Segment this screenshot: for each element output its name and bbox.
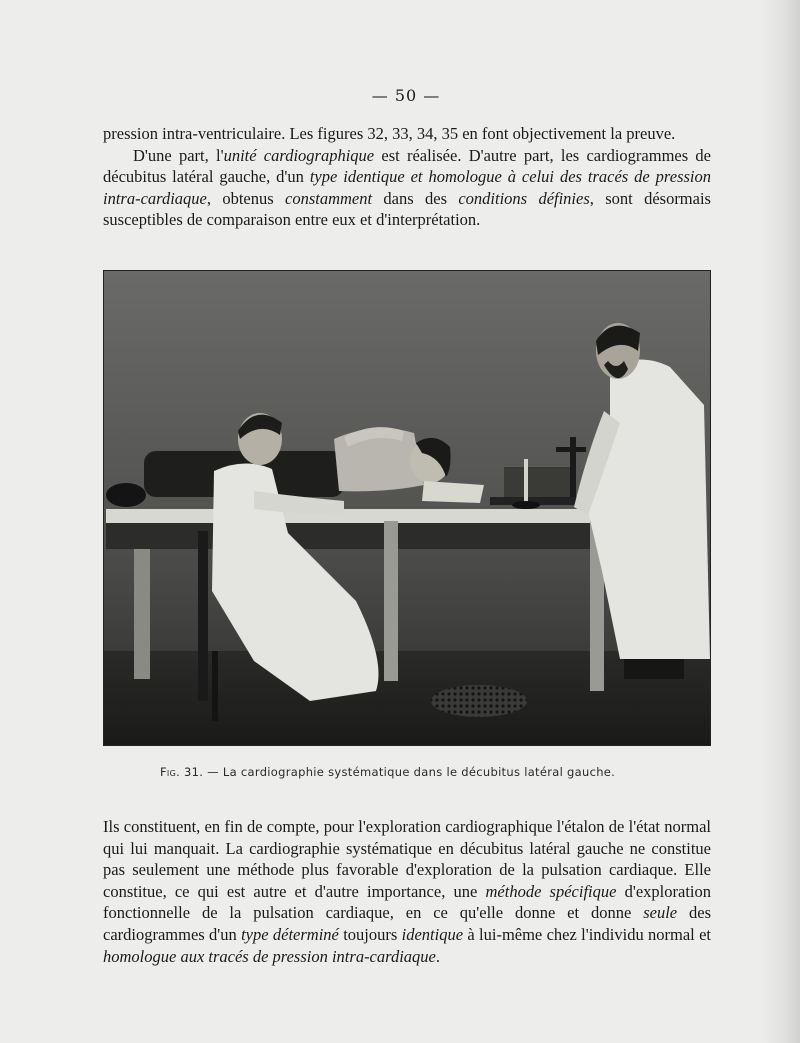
- paragraph-bottom-text-e: des cardiogrammes d'un: [103, 903, 711, 944]
- apparatus-arm: [556, 447, 586, 452]
- paragraph-bottom-italic-seule: seule: [643, 903, 678, 923]
- paragraph-bottom-text-g: toujours: [338, 924, 402, 944]
- page-number: — 50 —: [371, 86, 441, 105]
- apparatus-drum: [504, 467, 574, 497]
- figure-label: Fig. 31.: [160, 765, 204, 779]
- table-leg-mid: [384, 521, 398, 681]
- table-leg-left: [134, 549, 150, 679]
- figure-caption: [160, 765, 680, 779]
- floor-grate: [431, 685, 527, 717]
- paragraph-top-italic-unite: unité cardiographique: [223, 145, 375, 165]
- paragraph-bottom-italic-homologue: homologue aux tracés de pression intra-cardiaque: [103, 946, 436, 966]
- paragraph-bottom-italic-type: type déterminé: [241, 924, 339, 944]
- paragraph-bottom-text-c: d'exploration fonctionnelle de la pulsation cardiaque, en ce qu'elle donne et donne: [103, 881, 712, 923]
- photo-floor: [104, 651, 710, 745]
- paragraph-top-text-c: est réalisée. D'autre part, les cardiogrammes de décubitus latéral gauche, d'un: [103, 145, 711, 187]
- photo-illustration: [104, 271, 710, 745]
- paragraph-top: [103, 123, 711, 231]
- paragraph-top-text-g: dans des: [372, 188, 459, 208]
- figure-caption-text: — La cardiographie systématique dans le décubitus latéral gauche.: [203, 765, 616, 779]
- figure-photograph: [103, 270, 711, 746]
- paragraph-top-italic-constamment: constamment: [285, 188, 373, 208]
- paragraph-top-text-a: D'une part, l': [133, 145, 224, 165]
- apparatus-post: [524, 459, 528, 503]
- paragraph-bottom-text-k: .: [435, 946, 440, 966]
- paragraph-bottom-italic-methode: méthode spécifique: [485, 881, 617, 901]
- paragraph-top-italic-type: type identique et homologue à celui des tracés de pression intra-cardiaque: [103, 167, 711, 208]
- paragraph-bottom: [103, 816, 711, 967]
- subject-shoe: [106, 483, 146, 507]
- paragraph-bottom-text-i: à lui-même chez l'individu normal et: [463, 924, 711, 944]
- apparatus-stand: [570, 437, 576, 497]
- apparatus-foot: [512, 501, 540, 509]
- standing-physician-legs: [624, 659, 684, 679]
- page-edge-shadow: [760, 0, 800, 1043]
- paragraph-top-text-i: , sont désormais susceptibles de comparaison entre eux et d'interprétation.: [103, 188, 711, 230]
- chair-leg: [212, 651, 218, 721]
- table-apron: [106, 523, 606, 549]
- paragraph-bottom-text-a: Ils constituent, en fin de compte, pour l'exploration cardiographique l'étalon de l'état normal qui lui manquait. La cardiographie systématique en décubitus latéral gauche ne constitue pas seulement une méthode plus favorable d'exploration de la pulsation cardiaque. Elle constitue, ce qui est autre et d'autre importance, une: [103, 817, 711, 901]
- paragraph-top-sentence-1: pression intra-ventriculaire. Les figures 32, 33, 34, 35 en font objectivement la preuve.: [103, 124, 676, 143]
- paragraph-top-italic-conditions: conditions définies: [458, 188, 590, 208]
- chair-back: [198, 531, 208, 701]
- paragraph-bottom-italic-identique: identique: [401, 924, 464, 944]
- table-top: [106, 509, 606, 523]
- paragraph-top-text-e: , obtenus: [206, 188, 286, 208]
